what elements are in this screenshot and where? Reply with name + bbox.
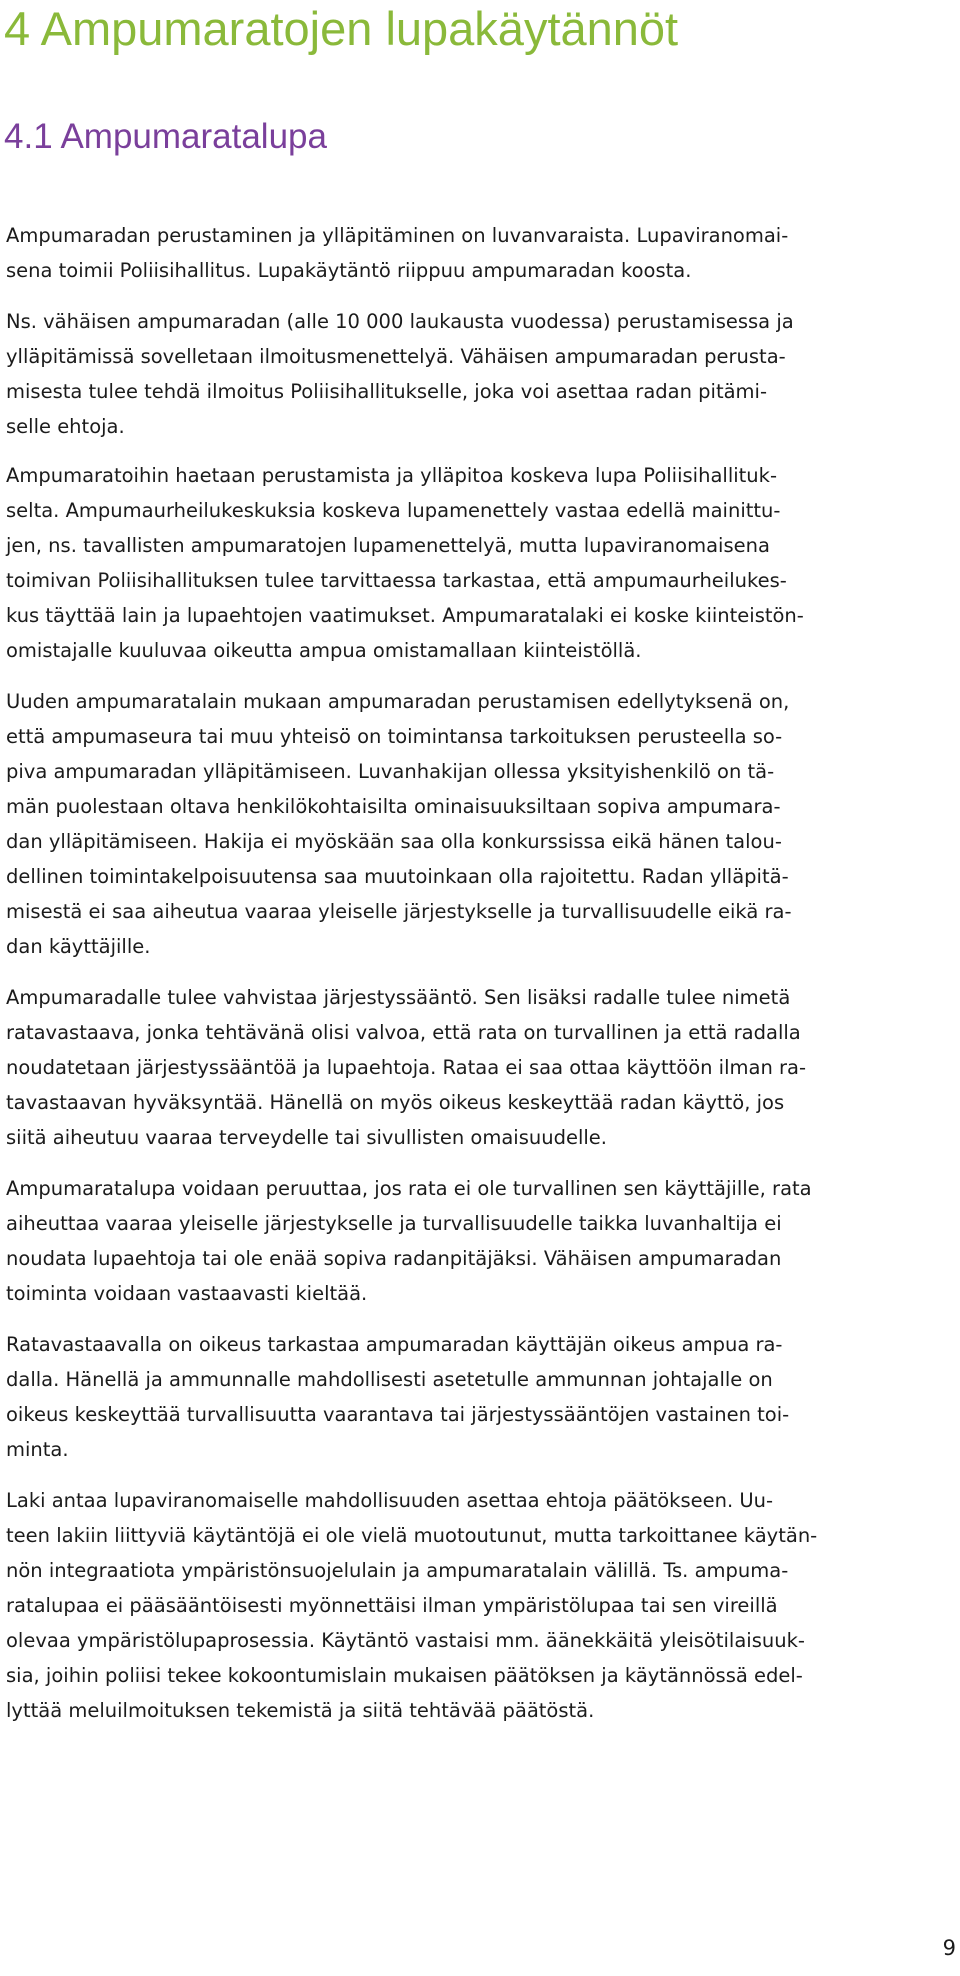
text-line: kus täyttää lain ja lupaehtojen vaatimukset. Ampumaratalaki ei koske kiinteistön- [6,604,804,627]
text-line: dalla. Hänellä ja ammunnalle mahdollisesti asetetulle ammunnan johtajalle on [6,1368,773,1391]
text-line: sena toimii Poliisihallitus. Lupakäytäntö riippuu ampumaradan koosta. [6,259,692,282]
text-line: Ampumaradan perustaminen ja ylläpitäminen on luvanvaraista. Lupaviranomai- [6,224,789,247]
paragraph [6,218,958,288]
paragraph [6,980,958,1155]
text-line: Ns. vähäisen ampumaradan (alle 10 000 laukausta vuodessa) perustamisessa ja [6,310,794,333]
text-line: sia, joihin poliisi tekee kokoontumislain mukaisen päätöksen ja käytännössä edel- [6,1664,803,1687]
chapter-title: 4 Ampumaratojen lupakäytännöt [4,2,679,55]
text-line: toimivan Poliisihallituksen tulee tarvittaessa tarkastaa, että ampumaurheilukes- [6,569,787,592]
text-line: aiheuttaa vaaraa yleiselle järjestykselle ja turvallisuudelle taikka luvanhaltija ei [6,1212,782,1235]
text-line: selle ehtoja. [6,415,125,438]
text-line: toiminta voidaan vastaavasti kieltää. [6,1282,368,1305]
text-line: ratavastaava, jonka tehtävänä olisi valvoa, että rata on turvallinen ja että radalla [6,1021,801,1044]
text-line: Ampumaradalle tulee vahvistaa järjestyssääntö. Sen lisäksi radalle tulee nimetä [6,986,791,1009]
text-line: teen lakiin liittyviä käytäntöjä ei ole vielä muotoutunut, mutta tarkoittanee käytän- [6,1524,818,1547]
paragraph [6,458,958,668]
text-line: dellinen toimintakelpoisuutensa saa muutoinkaan olla rajoitettu. Radan ylläpitä- [6,865,789,888]
text-line: Laki antaa lupaviranomaiselle mahdollisuuden asettaa ehtoja päätökseen. Uu- [6,1489,774,1512]
text-line: Ampumaratalupa voidaan peruuttaa, jos rata ei ole turvallinen sen käyttäjille, rata [6,1177,812,1200]
text-line: omistajalle kuuluvaa oikeutta ampua omistamallaan kiinteistöllä. [6,639,642,662]
text-line: män puolestaan oltava henkilökohtaisilta ominaisuuksiltaan sopiva ampumara- [6,795,781,818]
text-line: dan ylläpitämiseen. Hakija ei myöskään saa olla konkurssissa eikä hänen talou- [6,830,782,853]
text-line: Uuden ampumaratalain mukaan ampumaradan perustamisen edellytyksenä on, [6,690,790,713]
paragraph [6,684,958,964]
text-line: tavastaavan hyväksyntää. Hänellä on myös oikeus keskeyttää radan käyttö, jos [6,1091,785,1114]
text-line: Ampumaratoihin haetaan perustamista ja ylläpitoa koskeva lupa Poliisihallituk- [6,464,777,487]
text-line: dan käyttäjille. [6,935,151,958]
text-line: noudatetaan järjestyssääntöä ja lupaehtoja. Rataa ei saa ottaa käyttöön ilman ra- [6,1056,807,1079]
text-line: minta. [6,1438,69,1461]
text-line: misesta tulee tehdä ilmoitus Poliisihallitukselle, joka voi asettaa radan pitämi- [6,380,767,403]
text-line: piva ampumaradan ylläpitämiseen. Luvanhakijan ollessa yksityishenkilö on tä- [6,760,775,783]
text-line: oikeus keskeyttää turvallisuutta vaarantava tai järjestyssääntöjen vastainen toi- [6,1403,790,1426]
text-line: ylläpitämissä sovelletaan ilmoitusmenettelyä. Vähäisen ampumaradan perusta- [6,345,786,368]
text-line: misestä ei saa aiheutua vaaraa yleiselle järjestykselle ja turvallisuudelle eikä ra- [6,900,792,923]
text-line: noudata lupaehtoja tai ole enää sopiva radanpitäjäksi. Vähäisen ampumaradan [6,1247,782,1270]
text-line: Ratavastaavalla on oikeus tarkastaa ampumaradan käyttäjän oikeus ampua ra- [6,1333,783,1356]
text-line: nön integraatiota ympäristönsuojelulain ja ampumaratalain välillä. Ts. ampuma- [6,1559,789,1582]
body-text [6,218,958,1728]
text-line: selta. Ampumaurheilukeskuksia koskeva lupamenettely vastaa edellä mainittu- [6,499,781,522]
text-line: lyttää meluilmoituksen tekemistä ja siitä tehtävää päätöstä. [6,1699,595,1722]
text-line: jen, ns. tavallisten ampumaratojen lupamenettelyä, mutta lupaviranomaisena [6,534,770,557]
text-line: ratalupaa ei pääsääntöisesti myönnettäisi ilman ympäristölupaa tai sen vireillä [6,1594,778,1617]
text-line: siitä aiheutuu vaaraa terveydelle tai sivullisten omaisuudelle. [6,1126,608,1149]
text-line: olevaa ympäristölupaprosessia. Käytäntö vastaisi mm. äänekkäitä yleisötilaisuuk- [6,1629,805,1652]
paragraph [6,1171,958,1311]
section-title: 4.1 Ampumaratalupa [4,117,327,156]
page-number: 9 [942,1936,956,1960]
paragraph [6,304,958,444]
paragraph [6,1327,958,1467]
paragraph [6,1483,958,1728]
text-line: että ampumaseura tai muu yhteisö on toimintansa tarkoituksen perusteella so- [6,725,783,748]
